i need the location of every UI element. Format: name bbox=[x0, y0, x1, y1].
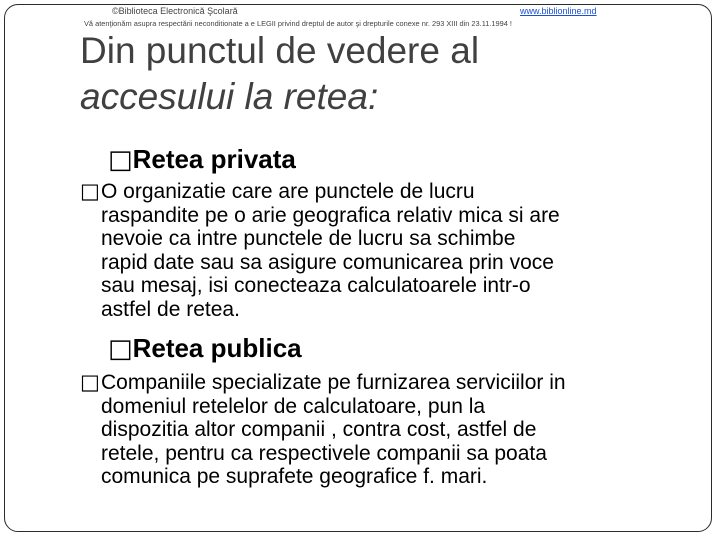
paragraph-line: Companiile specializate pe furnizarea serviciilor in bbox=[101, 371, 566, 394]
paragraph-line: dispozitia altor companii , contra cost, astfel de bbox=[101, 418, 537, 442]
box-glyph-icon: □ bbox=[108, 145, 133, 175]
paragraph-line: comunica pe suprafete geografice f. mari. bbox=[101, 465, 488, 489]
copyright-notice: Vă atenţionăm asupra respectării neconditionate a e LEGII privind dreptul de autor şi drepturile conexe nr. 293 XIII din 23.11.1994 ! bbox=[84, 19, 512, 28]
title-line-1: Din punctul de vedere al bbox=[80, 30, 480, 71]
box-glyph-icon: □ bbox=[108, 334, 133, 364]
paragraph-line: O organizatie care are punctele de lucru bbox=[101, 180, 475, 203]
slide-title bbox=[80, 28, 680, 120]
site-link[interactable]: www.biblionline.md bbox=[520, 6, 597, 16]
paragraph-line: retele, pentru ca respectivele companii sa poata bbox=[101, 441, 547, 465]
paragraph-private bbox=[80, 180, 700, 322]
paragraph-line: nevoie ca intre punctele de lucru sa schimbe bbox=[101, 227, 516, 251]
box-bullet-icon: □ bbox=[80, 179, 100, 203]
subheading-public bbox=[108, 333, 302, 364]
paragraph-line: astfel de retea. bbox=[101, 297, 240, 321]
box-bullet-icon: □ bbox=[80, 370, 100, 394]
paragraph-line: domeniul retelelor de calculatoare, pun la bbox=[101, 394, 486, 418]
paragraph-line: sau mesaj, isi conecteaza calculatoarele intr-o bbox=[101, 274, 531, 298]
subheading-public-label: Retea publica bbox=[132, 333, 302, 363]
paragraph-public bbox=[80, 371, 700, 489]
subheading-private bbox=[108, 144, 296, 175]
copyright-text: ©Biblioteca Electronică Şcolară bbox=[112, 6, 238, 16]
paragraph-line: raspandite pe o arie geografica relativ mica si are bbox=[101, 203, 560, 227]
title-line-2: accesului la retea: bbox=[80, 76, 379, 117]
paragraph-line: rapid date sau sa asigure comunicarea prin voce bbox=[101, 250, 554, 274]
subheading-private-label: Retea privata bbox=[132, 144, 296, 174]
